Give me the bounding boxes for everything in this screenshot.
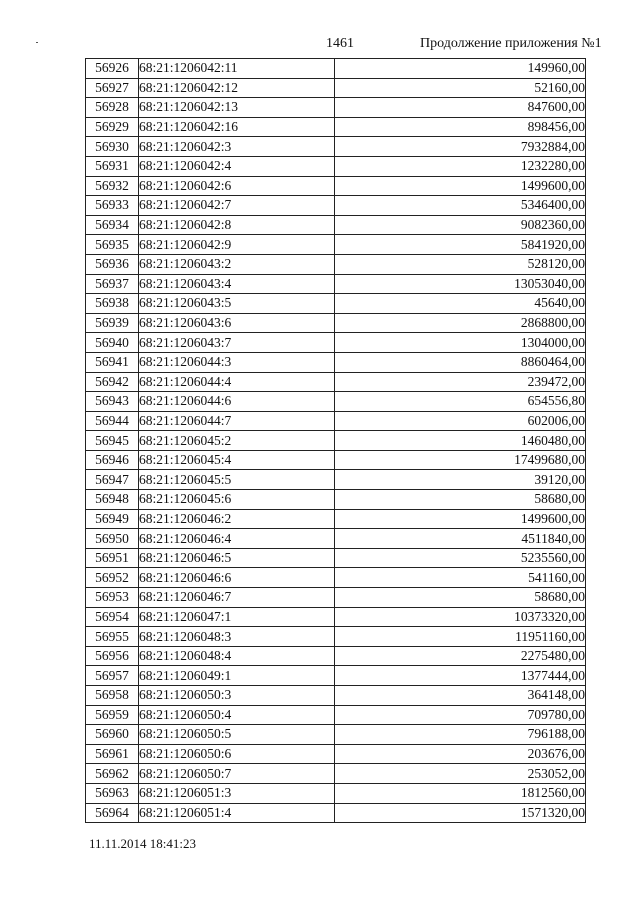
cadastral-value-cell: 203676,00 bbox=[335, 744, 586, 764]
cadastral-number-cell: 68:21:1206042:16 bbox=[139, 117, 335, 137]
cadastral-number-cell: 68:21:1206044:7 bbox=[139, 411, 335, 431]
cadastral-number-cell: 68:21:1206051:3 bbox=[139, 783, 335, 803]
cadastral-number-cell: 68:21:1206044:3 bbox=[139, 352, 335, 372]
table-row bbox=[86, 431, 586, 451]
row-number-cell: 56931 bbox=[86, 156, 139, 176]
row-number-cell: 56953 bbox=[86, 588, 139, 608]
cadastral-value-cell: 1304000,00 bbox=[335, 333, 586, 353]
row-number-cell: 56935 bbox=[86, 235, 139, 255]
table-row bbox=[86, 450, 586, 470]
row-number-cell: 56939 bbox=[86, 313, 139, 333]
cadastral-value-cell: 11951160,00 bbox=[335, 627, 586, 647]
table-row bbox=[86, 59, 586, 79]
row-number-cell: 56938 bbox=[86, 294, 139, 314]
cadastral-value-cell: 58680,00 bbox=[335, 588, 586, 608]
cadastral-number-cell: 68:21:1206042:7 bbox=[139, 196, 335, 216]
table-row bbox=[86, 274, 586, 294]
row-number-cell: 56959 bbox=[86, 705, 139, 725]
cadastral-number-cell: 68:21:1206042:13 bbox=[139, 98, 335, 118]
table-row bbox=[86, 607, 586, 627]
cadastral-value-cell: 17499680,00 bbox=[335, 450, 586, 470]
cadastral-number-cell: 68:21:1206045:6 bbox=[139, 490, 335, 510]
cadastral-value-cell: 602006,00 bbox=[335, 411, 586, 431]
cadastral-number-cell: 68:21:1206044:4 bbox=[139, 372, 335, 392]
cadastral-value-cell: 898456,00 bbox=[335, 117, 586, 137]
cadastral-number-cell: 68:21:1206043:7 bbox=[139, 333, 335, 353]
cadastral-value-cell: 8860464,00 bbox=[335, 352, 586, 372]
row-number-cell: 56932 bbox=[86, 176, 139, 196]
cadastral-number-cell: 68:21:1206043:4 bbox=[139, 274, 335, 294]
cadastral-number-cell: 68:21:1206045:4 bbox=[139, 450, 335, 470]
cadastral-number-cell: 68:21:1206046:4 bbox=[139, 529, 335, 549]
table-row bbox=[86, 529, 586, 549]
cadastral-number-cell: 68:21:1206044:6 bbox=[139, 392, 335, 412]
table-row bbox=[86, 705, 586, 725]
table-row bbox=[86, 137, 586, 157]
cadastral-value-cell: 52160,00 bbox=[335, 78, 586, 98]
table-row bbox=[86, 196, 586, 216]
cadastral-number-cell: 68:21:1206042:9 bbox=[139, 235, 335, 255]
row-number-cell: 56934 bbox=[86, 215, 139, 235]
row-number-cell: 56927 bbox=[86, 78, 139, 98]
table-row bbox=[86, 372, 586, 392]
cadastral-number-cell: 68:21:1206046:2 bbox=[139, 509, 335, 529]
cadastral-value-cell: 1377444,00 bbox=[335, 666, 586, 686]
row-number-cell: 56945 bbox=[86, 431, 139, 451]
cadastral-number-cell: 68:21:1206042:3 bbox=[139, 137, 335, 157]
cadastral-number-cell: 68:21:1206043:6 bbox=[139, 313, 335, 333]
cadastral-number-cell: 68:21:1206043:5 bbox=[139, 294, 335, 314]
table-row bbox=[86, 588, 586, 608]
row-number-cell: 56958 bbox=[86, 686, 139, 706]
cadastral-value-cell: 1571320,00 bbox=[335, 803, 586, 823]
cadastral-value-cell: 1232280,00 bbox=[335, 156, 586, 176]
row-number-cell: 56944 bbox=[86, 411, 139, 431]
cadastral-value-cell: 7932884,00 bbox=[335, 137, 586, 157]
scan-speck bbox=[36, 42, 38, 43]
cadastral-value-table bbox=[85, 58, 586, 823]
row-number-cell: 56955 bbox=[86, 627, 139, 647]
cadastral-number-cell: 68:21:1206045:5 bbox=[139, 470, 335, 490]
table-body bbox=[86, 59, 586, 823]
cadastral-number-cell: 68:21:1206042:11 bbox=[139, 59, 335, 79]
row-number-cell: 56943 bbox=[86, 392, 139, 412]
cadastral-value-cell: 39120,00 bbox=[335, 470, 586, 490]
cadastral-number-cell: 68:21:1206043:2 bbox=[139, 254, 335, 274]
cadastral-value-cell: 709780,00 bbox=[335, 705, 586, 725]
cadastral-number-cell: 68:21:1206048:3 bbox=[139, 627, 335, 647]
table-row bbox=[86, 411, 586, 431]
table-row bbox=[86, 646, 586, 666]
row-number-cell: 56956 bbox=[86, 646, 139, 666]
cadastral-value-cell: 2868800,00 bbox=[335, 313, 586, 333]
row-number-cell: 56957 bbox=[86, 666, 139, 686]
cadastral-number-cell: 68:21:1206046:5 bbox=[139, 548, 335, 568]
table-row bbox=[86, 156, 586, 176]
cadastral-value-cell: 10373320,00 bbox=[335, 607, 586, 627]
row-number-cell: 56949 bbox=[86, 509, 139, 529]
cadastral-value-cell: 4511840,00 bbox=[335, 529, 586, 549]
table-row bbox=[86, 313, 586, 333]
row-number-cell: 56960 bbox=[86, 725, 139, 745]
table-row bbox=[86, 783, 586, 803]
cadastral-number-cell: 68:21:1206047:1 bbox=[139, 607, 335, 627]
row-number-cell: 56933 bbox=[86, 196, 139, 216]
cadastral-number-cell: 68:21:1206049:1 bbox=[139, 666, 335, 686]
cadastral-value-cell: 541160,00 bbox=[335, 568, 586, 588]
cadastral-value-cell: 1499600,00 bbox=[335, 509, 586, 529]
row-number-cell: 56961 bbox=[86, 744, 139, 764]
cadastral-number-cell: 68:21:1206050:3 bbox=[139, 686, 335, 706]
row-number-cell: 56926 bbox=[86, 59, 139, 79]
cadastral-number-cell: 68:21:1206045:2 bbox=[139, 431, 335, 451]
cadastral-number-cell: 68:21:1206042:8 bbox=[139, 215, 335, 235]
row-number-cell: 56942 bbox=[86, 372, 139, 392]
cadastral-number-cell: 68:21:1206042:12 bbox=[139, 78, 335, 98]
table-row bbox=[86, 509, 586, 529]
row-number-cell: 56941 bbox=[86, 352, 139, 372]
cadastral-value-cell: 1812560,00 bbox=[335, 783, 586, 803]
table-row bbox=[86, 352, 586, 372]
cadastral-number-cell: 68:21:1206050:5 bbox=[139, 725, 335, 745]
cadastral-value-cell: 364148,00 bbox=[335, 686, 586, 706]
cadastral-value-cell: 1499600,00 bbox=[335, 176, 586, 196]
table-row bbox=[86, 235, 586, 255]
cadastral-value-cell: 796188,00 bbox=[335, 725, 586, 745]
cadastral-number-cell: 68:21:1206050:6 bbox=[139, 744, 335, 764]
table-row bbox=[86, 548, 586, 568]
cadastral-number-cell: 68:21:1206042:6 bbox=[139, 176, 335, 196]
cadastral-number-cell: 68:21:1206046:7 bbox=[139, 588, 335, 608]
table-row bbox=[86, 254, 586, 274]
row-number-cell: 56937 bbox=[86, 274, 139, 294]
row-number-cell: 56930 bbox=[86, 137, 139, 157]
cadastral-value-cell: 5346400,00 bbox=[335, 196, 586, 216]
table-row bbox=[86, 686, 586, 706]
row-number-cell: 56963 bbox=[86, 783, 139, 803]
row-number-cell: 56962 bbox=[86, 764, 139, 784]
page-number: 1461 bbox=[326, 36, 354, 51]
row-number-cell: 56948 bbox=[86, 490, 139, 510]
cadastral-value-cell: 149960,00 bbox=[335, 59, 586, 79]
table-row bbox=[86, 117, 586, 137]
cadastral-value-cell: 654556,80 bbox=[335, 392, 586, 412]
row-number-cell: 56946 bbox=[86, 450, 139, 470]
table-row bbox=[86, 215, 586, 235]
cadastral-value-cell: 58680,00 bbox=[335, 490, 586, 510]
table-row bbox=[86, 392, 586, 412]
table-row bbox=[86, 666, 586, 686]
table-row bbox=[86, 490, 586, 510]
row-number-cell: 56936 bbox=[86, 254, 139, 274]
cadastral-value-cell: 5841920,00 bbox=[335, 235, 586, 255]
table-row bbox=[86, 294, 586, 314]
cadastral-number-cell: 68:21:1206050:4 bbox=[139, 705, 335, 725]
table-row bbox=[86, 98, 586, 118]
table-row bbox=[86, 176, 586, 196]
table-row bbox=[86, 470, 586, 490]
cadastral-number-cell: 68:21:1206048:4 bbox=[139, 646, 335, 666]
cadastral-value-cell: 9082360,00 bbox=[335, 215, 586, 235]
cadastral-value-cell: 2275480,00 bbox=[335, 646, 586, 666]
page-header-title: Продолжение приложения №1 bbox=[420, 36, 602, 51]
row-number-cell: 56950 bbox=[86, 529, 139, 549]
table-row bbox=[86, 78, 586, 98]
table-row bbox=[86, 803, 586, 823]
cadastral-value-cell: 45640,00 bbox=[335, 294, 586, 314]
cadastral-number-cell: 68:21:1206050:7 bbox=[139, 764, 335, 784]
print-timestamp: 11.11.2014 18:41:23 bbox=[89, 836, 197, 851]
row-number-cell: 56964 bbox=[86, 803, 139, 823]
row-number-cell: 56940 bbox=[86, 333, 139, 353]
row-number-cell: 56954 bbox=[86, 607, 139, 627]
table-row bbox=[86, 725, 586, 745]
table-row bbox=[86, 764, 586, 784]
table-row bbox=[86, 744, 586, 764]
cadastral-value-cell: 239472,00 bbox=[335, 372, 586, 392]
row-number-cell: 56952 bbox=[86, 568, 139, 588]
cadastral-value-cell: 1460480,00 bbox=[335, 431, 586, 451]
table-row bbox=[86, 627, 586, 647]
cadastral-number-cell: 68:21:1206046:6 bbox=[139, 568, 335, 588]
cadastral-number-cell: 68:21:1206051:4 bbox=[139, 803, 335, 823]
table-row bbox=[86, 333, 586, 353]
cadastral-value-cell: 528120,00 bbox=[335, 254, 586, 274]
row-number-cell: 56929 bbox=[86, 117, 139, 137]
row-number-cell: 56928 bbox=[86, 98, 139, 118]
row-number-cell: 56951 bbox=[86, 548, 139, 568]
row-number-cell: 56947 bbox=[86, 470, 139, 490]
cadastral-number-cell: 68:21:1206042:4 bbox=[139, 156, 335, 176]
table-row bbox=[86, 568, 586, 588]
cadastral-value-cell: 847600,00 bbox=[335, 98, 586, 118]
cadastral-value-cell: 5235560,00 bbox=[335, 548, 586, 568]
cadastral-value-cell: 253052,00 bbox=[335, 764, 586, 784]
cadastral-value-cell: 13053040,00 bbox=[335, 274, 586, 294]
